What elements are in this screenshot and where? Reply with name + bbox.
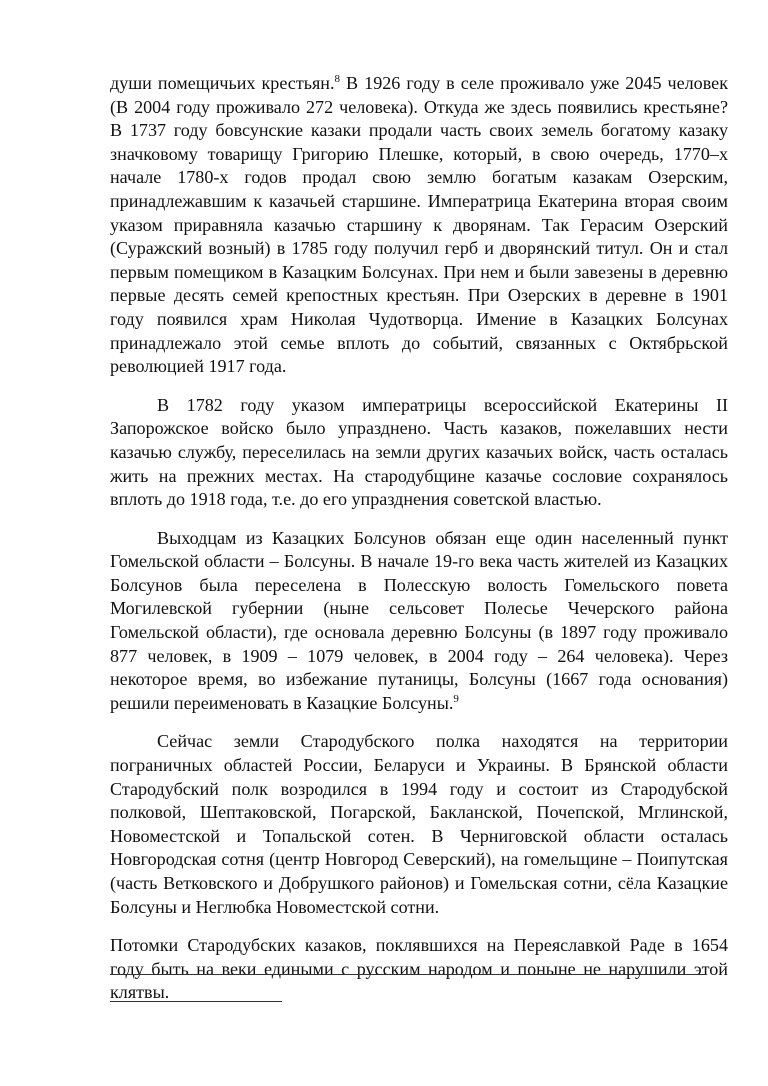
paragraph-4: [110, 730, 728, 919]
paragraph-3: [110, 527, 728, 716]
footnote-marker-9[interactable]: 9: [453, 692, 459, 705]
paragraph-5: [110, 934, 728, 1005]
paragraph-1-text-b: В 1926 году в селе проживало уже 2045 человек (В 2004 году проживало 272 человека). Откуда же здесь появились крестьяне? В 1737 году бовсунские казаки продали часть своих земель богатому казаку значковому товарищу Григорию Плешке, который, в свою очередь, 1770–х начале 1780-х годов продал свою землю богатым казакам Озерским, принадлежавшим к казачьей старшине. Императрица Екатерина вторая своим указом приравняла казачью старшину к дворянам. Так Герасим Озерский (Суражский возный) в 1785 году получил герб и дворянский титул. Он и стал первым помещиком в Казацким Болсунах. При нем и были завезены в деревню первые десять семей крепостных крестьян. При Озерских в деревне в 1901 году появился храм Николая Чудотворца. Имение в Казацких Болсунах принадлежало этой семье вплоть до событий, связанных с Октябрьской революцией 1917 года.: [110, 73, 728, 377]
paragraph-2-text: В 1782 году указом императрицы всероссийской Екатерины II Запорожское войско было упразднено. Часть казаков, пожелавших нести казачью службу, переселилась на земли других казачьих войск, часть осталась жить на прежних местах. На стародубщине казачье сословие сохранялось вплоть до 1918 года, т.е. до его упразднения советской властью.: [110, 394, 728, 510]
paragraph-2: [110, 394, 728, 512]
footnote-marker-8[interactable]: 8: [334, 72, 341, 85]
paragraph-3-text: Выходцам из Казацких Болсунов обязан еще один населенный пункт Гомельской области – Болсуны. В начале 19-го века часть жителей из Казацких Болсунов была переселена в Полесскую волость Гомельского повета Могилевской губернии (ныне сельсовет Полесье Чечерского района Гомельской области), где основала деревню Болсуны (в 1897 году проживало 877 человек, в 1909 – 1079 человек, в 2004 году – 264 человека). Через некоторое время, во избежание путаницы, Болсуны (1667 года основания) решили переименовать в Казацкие Болсуны.: [110, 527, 728, 713]
footnote-separator-line: [110, 974, 706, 975]
paragraph-5-text: Потомки Стародубских казаков, поклявшихся на Переяславкой Раде в 1654 году быть на веки едиными с русским народом и поныне не нарушили этой клятвы.: [110, 935, 728, 1003]
paragraph-1: [110, 72, 728, 379]
footnote-short-separator-line: [110, 1001, 282, 1002]
document-body: [110, 72, 728, 1005]
paragraph-4-text: Сейчас земли Стародубского полка находятся на территории пограничных областей России, Беларуси и Украины. В Брянской области Стародубский полк возродился в 1994 году и состоит из Стародубской полковой, Шептаковской, Погарской, Бакланской, Почепской, Мглинской, Новоместской и Топальской сотен. В Черниговской области осталась Новгородская сотня (центр Новгород Северский), на гомельщине – Поипутская (часть Ветковского и Добрушкого районов) и Гомельская сотни, сёла Казацкие Болсуны и Неглюбка Новоместской сотни.: [110, 731, 728, 917]
paragraph-1-text-a: души помещичьих крестьян.: [110, 73, 335, 93]
